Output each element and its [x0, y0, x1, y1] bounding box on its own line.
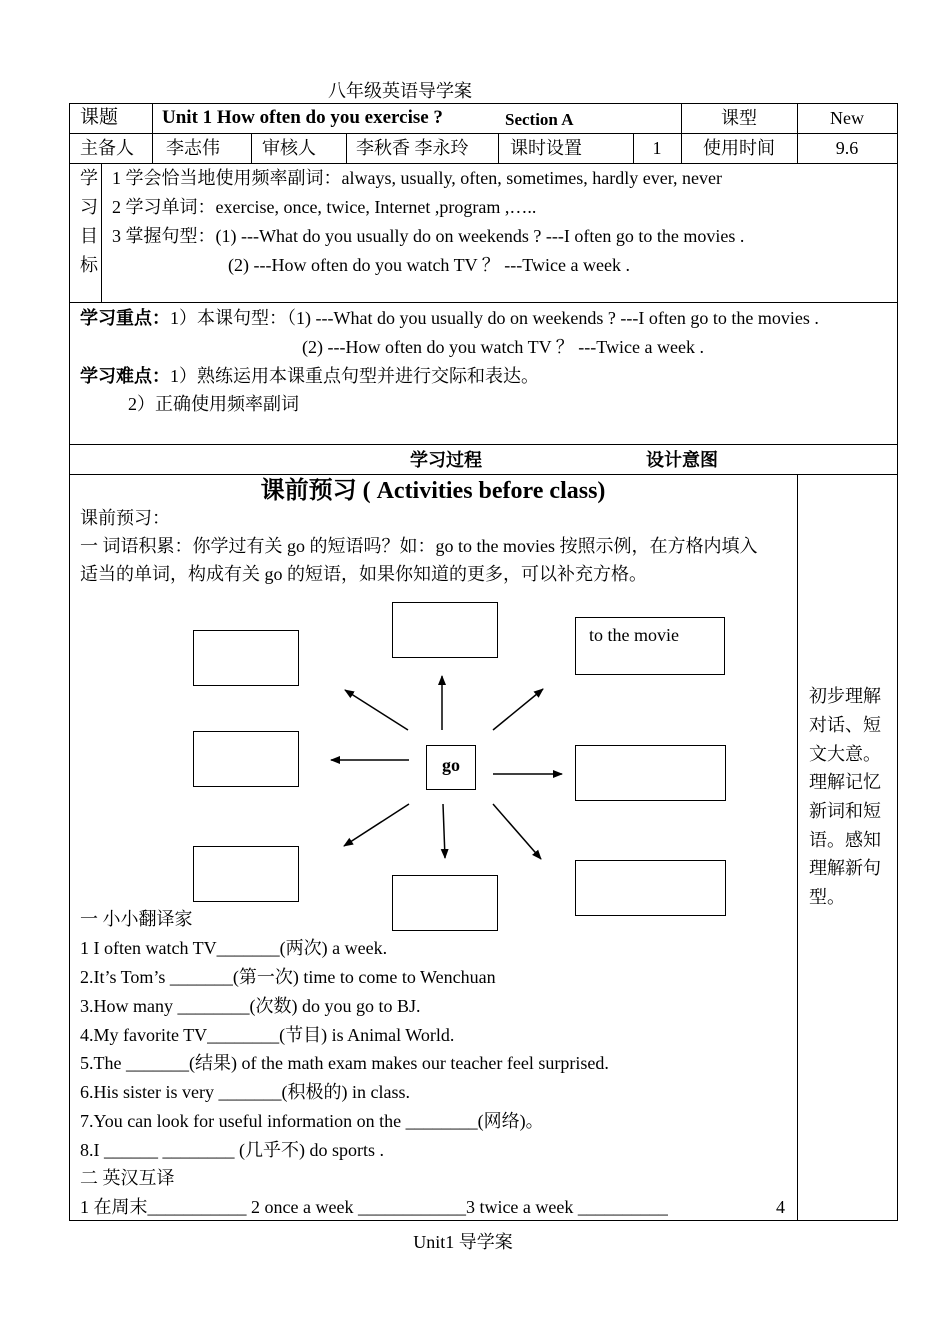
periods-label: 课时设置	[510, 138, 582, 158]
exercise-item-6: 6.His sister is very _______(积极的) in class.	[80, 1082, 410, 1102]
mutual-title: 二 英汉互译	[80, 1168, 175, 1188]
exercise-item-8: 8.I ______ ________ (几乎不) do sports .	[80, 1140, 384, 1160]
exercise-item-7: 7.You can look for useful information on the ________(网络)。	[80, 1111, 544, 1131]
reviewer-names: 李秋香 李永玲	[356, 138, 469, 158]
type-value: New	[830, 108, 864, 128]
objective-line-2: 2 学习单词：exercise, once, twice, Internet ,program ,…..	[112, 197, 537, 217]
task1-line-1: 一 词语积累：你学过有关 go 的短语吗？如：go to the movies 按照示例，在方格内填入	[80, 536, 758, 556]
exercise-item-3: 3.How many ________(次数) do you go to BJ.	[80, 996, 421, 1016]
preparer-label: 主备人	[80, 138, 134, 158]
blank-box-top-left[interactable]	[193, 630, 299, 686]
translate-title: 一 小小翻译家	[80, 909, 193, 929]
preview-title: 课前预习 ( Activities before class)	[260, 478, 606, 504]
topic-value: Unit 1 How often do you exercise ?	[162, 107, 443, 128]
mutual-number: 4	[776, 1197, 785, 1217]
focus-label: 学习重点：	[80, 308, 170, 328]
reviewer-label: 审核人	[262, 138, 316, 158]
page-footer: Unit1 导学案	[413, 1232, 513, 1252]
difficulty-line-2: 2）正确使用频率副词	[128, 394, 299, 414]
arrow-down-left	[344, 804, 409, 846]
objective-line-3: 3 掌握句型：(1) ---What do you usually do on weekends ? ---I often go to the movies .	[112, 226, 745, 246]
task1-line-2: 适当的单词，构成有关 go 的短语，如果你知道的更多，可以补充方格。	[80, 564, 647, 584]
process-header: 学习过程	[410, 450, 482, 470]
design-header: 设计意图	[646, 450, 718, 470]
arrow-down	[443, 804, 445, 858]
difficulty-label: 学习难点：	[80, 366, 170, 386]
exercise-item-2: 2.It’s Tom’s _______(第一次) time to come to Wenchuan	[80, 967, 496, 987]
blank-box-right[interactable]	[575, 745, 726, 801]
objective-line-1: 1 学会恰当地使用频率副词：always, usually, often, sometimes, hardly ever, never	[112, 168, 722, 188]
page-header-title: 八年级英语导学案	[328, 81, 472, 101]
blank-box-top[interactable]	[392, 602, 498, 658]
focus-line-2: (2) ---How often do you watch TV ？ ---Twice a week .	[302, 337, 704, 357]
blank-box-left[interactable]	[193, 731, 299, 787]
topic-label: 课题	[80, 107, 119, 128]
section-value: Section A	[505, 110, 574, 129]
center-word-box	[426, 745, 476, 790]
blank-box-bottom-right[interactable]	[575, 860, 726, 916]
exercise-item-1: 1 I often watch TV_______(两次) a week.	[80, 938, 388, 958]
preview-subtitle: 课前预习：	[80, 508, 170, 528]
objective-line-4: (2) ---How often do you watch TV ？ ---Twice a week .	[228, 255, 630, 275]
arrow-up-right	[493, 689, 543, 730]
date-label: 使用时间	[703, 138, 775, 158]
example-box	[575, 617, 725, 675]
exercise-item-5: 5.The _______(结果) of the math exam makes our teacher feel surprised.	[80, 1053, 609, 1073]
center-word: go	[442, 755, 460, 775]
blank-box-bottom-left[interactable]	[193, 846, 299, 902]
example-box-text: to the movie	[589, 625, 679, 645]
type-label: 课型	[721, 108, 757, 128]
blank-box-bottom[interactable]	[392, 875, 498, 931]
arrow-down-right	[493, 804, 541, 859]
arrow-up-left	[345, 690, 408, 730]
exercise-item-4: 4.My favorite TV________(节目) is Animal World.	[80, 1025, 455, 1045]
mutual-line: 1 在周末___________ 2 once a week ____________3 twice a week __________	[80, 1197, 668, 1217]
periods-value: 1	[652, 138, 662, 158]
date-value: 9.6	[835, 138, 859, 158]
difficulty-text-1: 1）熟练运用本课重点句型并进行交际和表达。	[170, 366, 539, 386]
preparer-name: 李志伟	[166, 138, 220, 158]
focus-text-1: 1）本课句型：（1) ---What do you usually do on weekends ? ---I often go to the movies .	[170, 308, 819, 328]
